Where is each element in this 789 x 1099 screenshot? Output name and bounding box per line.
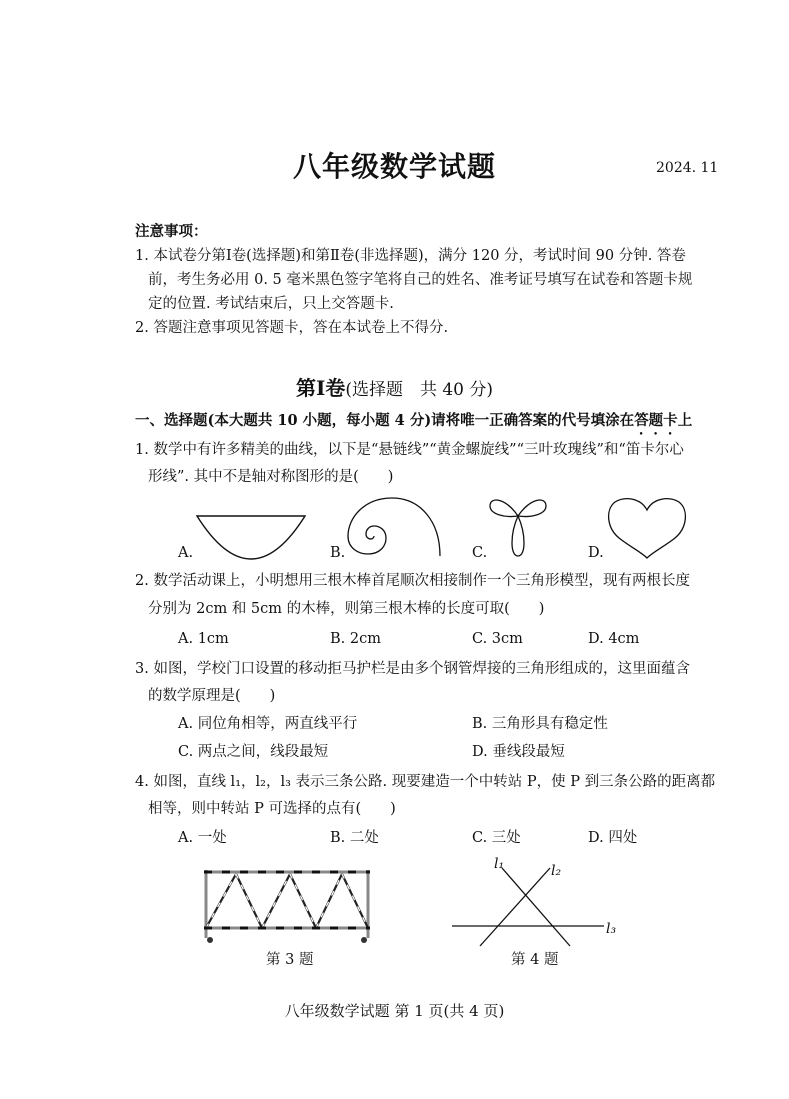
label-l2: l₂ [551,863,562,879]
notice-item1-line1: 1. 本试卷分第Ⅰ卷(选择题)和第Ⅱ卷(非选择题)，满分 120 分，考试时间 90 分钟. 答卷 [135,248,686,264]
section-title-sub: (选择题 共 40 分) [345,380,494,400]
q1-line1: 1. 数学中有许多精美的曲线，以下是“悬链线”“黄金螺旋线”“三叶玫瑰线”和“笛卡尔心 [135,442,684,458]
q4-option-a[interactable]: A. 一处 [178,830,227,846]
q4-option-d[interactable]: D. 四处 [588,830,638,846]
q4-option-b[interactable]: B. 二处 [330,830,379,846]
notice-item1-line3: 定的位置. 考试结束后，只上交答题卡. [148,296,394,312]
q3-option-b[interactable]: B. 三角形具有稳定性 [472,716,608,732]
section-title-main: 第Ⅰ卷 [295,376,346,400]
notice-heading: 注意事项： [135,223,208,240]
part1-heading [135,411,692,438]
notice-item2: 2. 答题注意事项见答题卡，答在本试卷上不得分. [135,320,449,336]
q2-line1: 2. 数学活动课上，小明想用三根木棒首尾顺次相接制作一个三角形模型，现有两根长度 [135,573,690,589]
q3-option-c[interactable]: C. 两点之间，线段最短 [178,744,329,760]
section-title [0,372,789,401]
q2-option-b[interactable]: B. 2cm [330,631,381,647]
page-footer: 八年级数学试题 第 1 页(共 4 页) [284,1002,505,1020]
q1-option-a[interactable]: A. [178,545,194,561]
label-l3: l₃ [606,921,617,937]
exam-date: 2024. 11 [656,160,719,176]
page-title: 八年级数学试题 [292,150,496,183]
notice-item1-line2: 前，考生务必用 0. 5 毫米黑色签字笔将自己的姓名、准考证号填写在试卷和答题卡规 [148,272,693,288]
q3-option-d[interactable]: D. 垂线段最短 [472,744,565,760]
q4-line1: 4. 如图，直线 l₁，l₂，l₃ 表示三条公路. 现要建造一个中转站 P，使 P 到三条公路的距离都 [135,774,716,790]
q2-option-d[interactable]: D. 4cm [588,631,640,647]
q1-line2: 形线”. 其中不是轴对称图形的是( ) [148,469,394,485]
q1-option-c[interactable]: C. [472,545,488,561]
fig4-caption: 第 4 题 [511,952,559,968]
q2-line2: 分别为 2cm 和 5cm 的木棒，则第三根木棒的长度可取( ) [148,601,545,617]
q4-option-c[interactable]: C. 三处 [472,830,521,846]
q3-line2: 的数学原理是( ) [148,688,276,704]
label-l1: l₁ [494,856,505,872]
q3-line1: 3. 如图，学校门口设置的移动拒马护栏是由多个钢管焊接的三角形组成的，这里面蕴含 [135,661,690,677]
part1-heading-pre: 一、选择题(本大题共 10 小题，每小题 4 分)请将唯一正确答案的代号填涂在 [135,412,635,429]
q2-option-a[interactable]: A. 1cm [178,631,229,647]
q1-option-b[interactable]: B. [330,545,346,561]
q3-option-a[interactable]: A. 同位角相等，两直线平行 [178,716,358,732]
catenary-figure [195,512,310,562]
three-lines-figure [450,858,620,948]
three-leaf-rose-figure [488,494,548,560]
barrier-truss-figure [200,866,374,944]
q2-option-c[interactable]: C. 3cm [472,631,523,647]
part1-heading-emphasis: 答题卡 [634,412,678,429]
cardioid-figure [605,496,689,560]
q1-option-d[interactable]: D. [588,545,604,561]
part1-heading-post: 上 [677,412,693,429]
golden-spiral-figure [344,496,444,560]
fig3-caption: 第 3 题 [266,952,314,968]
q4-line2: 相等，则中转站 P 可选择的点有( ) [148,801,396,817]
